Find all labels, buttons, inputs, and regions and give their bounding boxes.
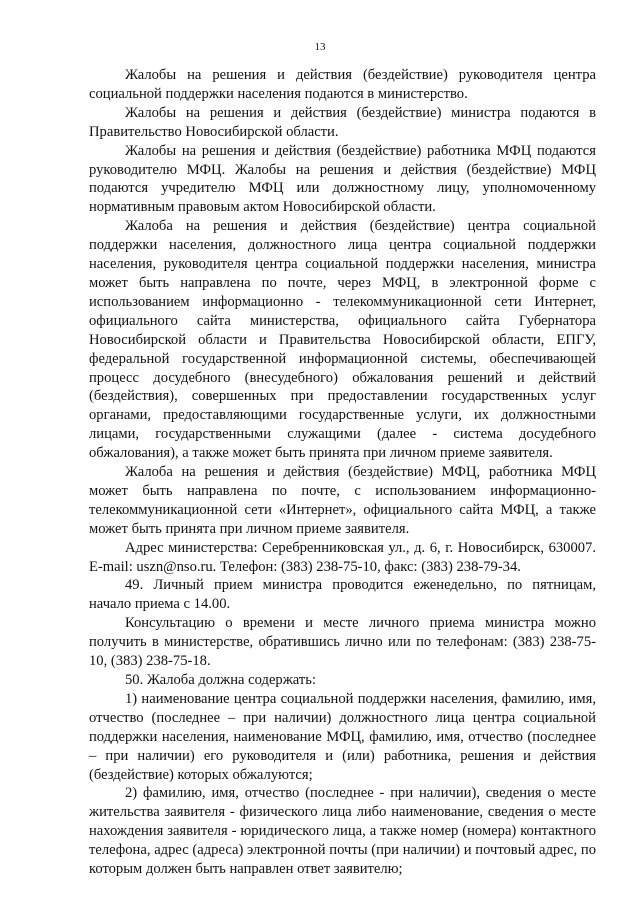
paragraph-complaint-mfc-channels: Жалоба на решения и действия (бездействие) МФЦ, работника МФЦ может быть направлена по почте, с использованием информационно-телекоммуникационной сети «Интернет», официального сайта МФЦ, а также может быть принята при личном приеме заявителя. — [89, 464, 596, 537]
paragraph-complaint-mfc: Жалобы на решения и действия (бездействие) работника МФЦ подаются руководителю МФЦ. Жалобы на решения и действия (бездействие) МФЦ подаются учредителю МФЦ или должностному лицу, уполномоченному нормативным правовым актом Новосибирской области. — [89, 142, 596, 216]
paragraph-ministry-address: Адрес министерства: Серебренниковская ул., д. 6, г. Новосибирск, 630007. E-mail: uszn@nso.ru. Телефон: (383) 238-75-10, факс: (383) 238-79-34. — [89, 539, 596, 575]
paragraph-50-item-1: 1) наименование центра социальной поддержки населения, фамилию, имя, отчество (последнее – при наличии) должностного лица центра социальной поддержки населения, наименование МФЦ, фамилию, имя, отчество (последнее – при наличии) его руководителя и (или) работника, решения и действия (бездействие) которых обжалуются; — [89, 690, 596, 783]
paragraph-50-heading: 50. Жалоба должна содержать: — [125, 672, 316, 688]
paragraph-complaint-center-head: Жалобы на решения и действия (бездействие) руководителя центра социальной поддержки населения подаются в министерство. — [89, 67, 596, 102]
paragraph-complaint-minister: Жалобы на решения и действия (бездействие) министра подаются в Правительство Новосибирской области. — [89, 104, 596, 140]
page-number: 13 — [314, 41, 326, 53]
document-body — [89, 66, 596, 879]
paragraph-50-item-2: 2) фамилию, имя, отчество (последнее - при наличии), сведения о месте жительства заявителя - физического лица либо наименование, сведения о месте нахождения заявителя - юридического лица, а также номер (номера) контактного телефона, адрес (адреса) электронной почты (при наличии) и почтовый адрес, по которым должен быть направлен ответ заявителю; — [89, 785, 596, 878]
paragraph-consultation: Консультацию о времени и месте личного приема министра можно получить в министерстве, обратившись лично или по телефонам: (383) 238-75-10, (383) 238-75-18. — [89, 615, 596, 670]
paragraph-complaint-channels: Жалоба на решения и действия (бездействие) центра социальной поддержки населения, должностного лица центра социальной поддержки населения, руководителя центра социальной поддержки населения, министра может быть направлена по почте, через МФЦ, в электронной форме с использованием информационно - телекоммуникационной сети Интернет, официального сайта министерства, официального сайта Губернатора Новосибирской области и Правительства Новосибирской области, ЕПГУ, федеральной государственной информационной системы, обеспечивающей процесс досудебного (внесудебного) обжалования решений и действий (бездействия), совершенных при предоставлении государственных услуг органами, предоставляющими государственные услуги, их должностными лицами, государственными служащими (далее - система досудебного обжалования), а также может быть принята при личном приеме заявителя. — [89, 218, 596, 462]
paragraph-49-reception: 49. Личный прием министра проводится еженедельно, по пятницам, начало приема с 14.00. — [89, 577, 596, 613]
